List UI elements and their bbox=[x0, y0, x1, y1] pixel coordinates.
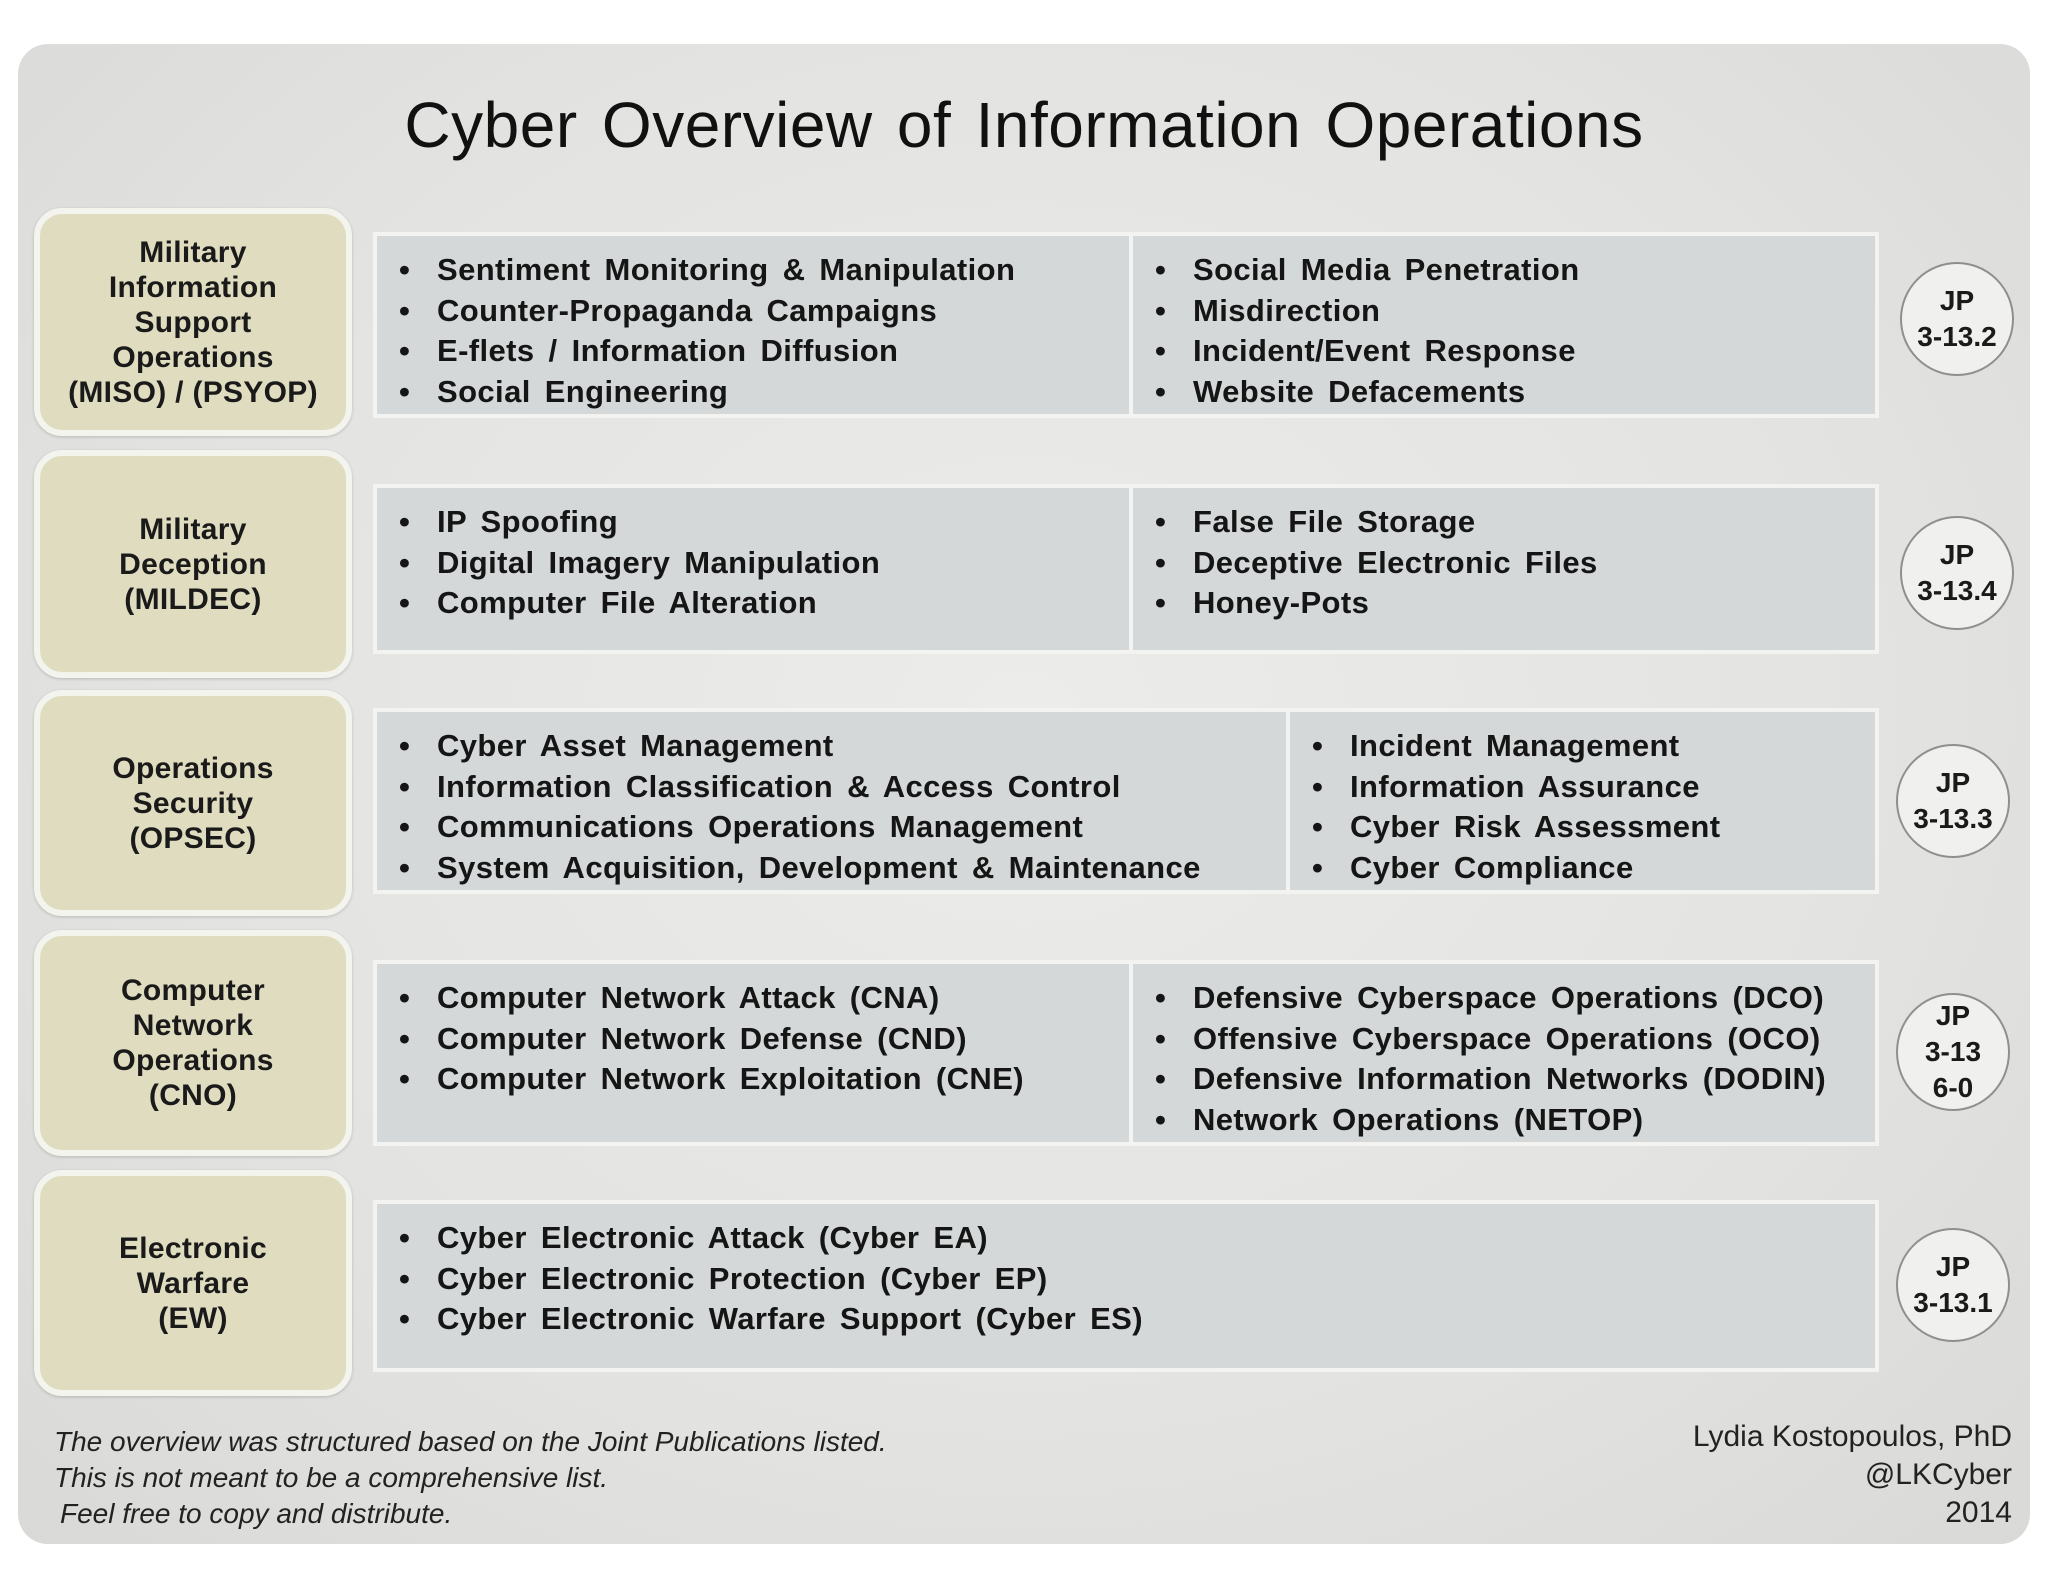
list-item: • Computer File Alteration bbox=[399, 585, 818, 620]
list-item: • Cyber Compliance bbox=[1312, 849, 1634, 885]
list-item: • Offensive Cyberspace Operations (OCO) bbox=[1155, 1020, 1821, 1056]
list-item: • Information Classification & Access Control bbox=[399, 768, 1121, 804]
list-item: • Computer Network Attack (CNA) bbox=[399, 980, 940, 1015]
row-column-left bbox=[377, 964, 1129, 1142]
list-item: • Computer Network Exploitation (CNE) bbox=[399, 1061, 1025, 1096]
list-item: • Incident/Event Response bbox=[1155, 333, 1576, 368]
list-item: • Deceptive Electronic Files bbox=[1155, 544, 1598, 580]
author-name: Lydia Kostopoulos, PhD bbox=[1692, 1420, 2012, 1453]
list-item: • Sentiment Monitoring & Manipulation bbox=[399, 252, 1016, 287]
list-item: • Incident Management bbox=[1312, 728, 1680, 763]
row-label-text: Computer Network Operations (CNO) bbox=[112, 974, 274, 1112]
jp-badge-3-13-4: JP 3-13.4 bbox=[1900, 516, 2014, 630]
row-label-cno bbox=[34, 930, 352, 1156]
list-item: • Cyber Risk Assessment bbox=[1312, 809, 1721, 844]
list-item: • Honey-Pots bbox=[1155, 585, 1370, 620]
footnote bbox=[54, 1424, 887, 1532]
row-content-opsec bbox=[373, 708, 1879, 894]
list-item: • Misdirection bbox=[1155, 292, 1381, 328]
row-column-left bbox=[377, 488, 1129, 650]
row-label-opsec bbox=[34, 690, 352, 916]
row-column-right bbox=[1286, 712, 1875, 890]
list-item: • False File Storage bbox=[1155, 504, 1476, 539]
row-label-mildec bbox=[34, 450, 352, 678]
jp-badge-3-13-6-0: JP 3-13 6-0 bbox=[1896, 993, 2010, 1111]
row-column-right bbox=[1129, 236, 1875, 414]
page-title: Cyber Overview of Information Operations bbox=[404, 89, 1644, 161]
row-label-text: Military Information Support Operations (MISO) / (PSYOP) bbox=[68, 235, 318, 409]
list-item: • Social Engineering bbox=[399, 373, 729, 409]
row-content-cno bbox=[373, 960, 1879, 1146]
list-item: • Cyber Electronic Attack (Cyber EA) bbox=[399, 1220, 988, 1255]
row-label-miso bbox=[34, 208, 352, 436]
row-column-right bbox=[1129, 488, 1875, 650]
list-item: • Digital Imagery Manipulation bbox=[399, 544, 881, 580]
list-item: • Website Defacements bbox=[1155, 373, 1526, 409]
row-content-miso bbox=[373, 232, 1879, 418]
list-item: • System Acquisition, Development & Maintenance bbox=[399, 849, 1201, 885]
list-item: • Defensive Information Networks (DODIN) bbox=[1155, 1061, 1827, 1096]
jp-badge-3-13-1: JP 3-13.1 bbox=[1896, 1228, 2010, 1342]
list-item: • Social Media Penetration bbox=[1155, 252, 1580, 287]
list-item: • Information Assurance bbox=[1312, 768, 1700, 804]
row-content-mildec bbox=[373, 484, 1879, 654]
row-content-ew bbox=[373, 1200, 1879, 1372]
author-credit bbox=[1693, 1418, 2012, 1532]
list-item: • Cyber Electronic Warfare Support (Cyber ES) bbox=[399, 1301, 1143, 1336]
list-item: • Counter-Propaganda Campaigns bbox=[399, 292, 938, 328]
jp-badge-3-13-2: JP 3-13.2 bbox=[1900, 262, 2014, 376]
footnote-line: Feel free to copy and distribute. bbox=[60, 1498, 453, 1529]
jp-badge-3-13-3: JP 3-13.3 bbox=[1896, 744, 2010, 858]
list-item: • IP Spoofing bbox=[399, 504, 619, 539]
list-item: • Cyber Electronic Protection (Cyber EP) bbox=[399, 1260, 1048, 1296]
list-item: • Defensive Cyberspace Operations (DCO) bbox=[1155, 980, 1825, 1015]
row-label-text: Military Deception (MILDEC) bbox=[119, 512, 267, 616]
row-column-left bbox=[377, 1204, 1875, 1368]
author-year: 2014 bbox=[1945, 1496, 2012, 1529]
list-item: • Cyber Asset Management bbox=[399, 728, 834, 763]
row-column-left bbox=[377, 712, 1286, 890]
row-label-ew bbox=[34, 1170, 352, 1396]
list-item: • E-flets / Information Diffusion bbox=[399, 333, 899, 368]
list-item: • Computer Network Defense (CND) bbox=[399, 1020, 967, 1056]
row-column-left bbox=[377, 236, 1129, 414]
footnote-line: This is not meant to be a comprehensive list. bbox=[54, 1462, 609, 1493]
list-item: • Communications Operations Management bbox=[399, 809, 1084, 844]
row-column-right bbox=[1129, 964, 1875, 1142]
row-label-text: Operations Security (OPSEC) bbox=[112, 751, 274, 855]
list-item: • Network Operations (NETOP) bbox=[1155, 1101, 1644, 1137]
author-handle: @LKCyber bbox=[1864, 1458, 2012, 1491]
footnote-line: The overview was structured based on the Joint Publications listed. bbox=[54, 1426, 887, 1457]
row-label-text: Electronic Warfare (EW) bbox=[118, 1231, 268, 1335]
